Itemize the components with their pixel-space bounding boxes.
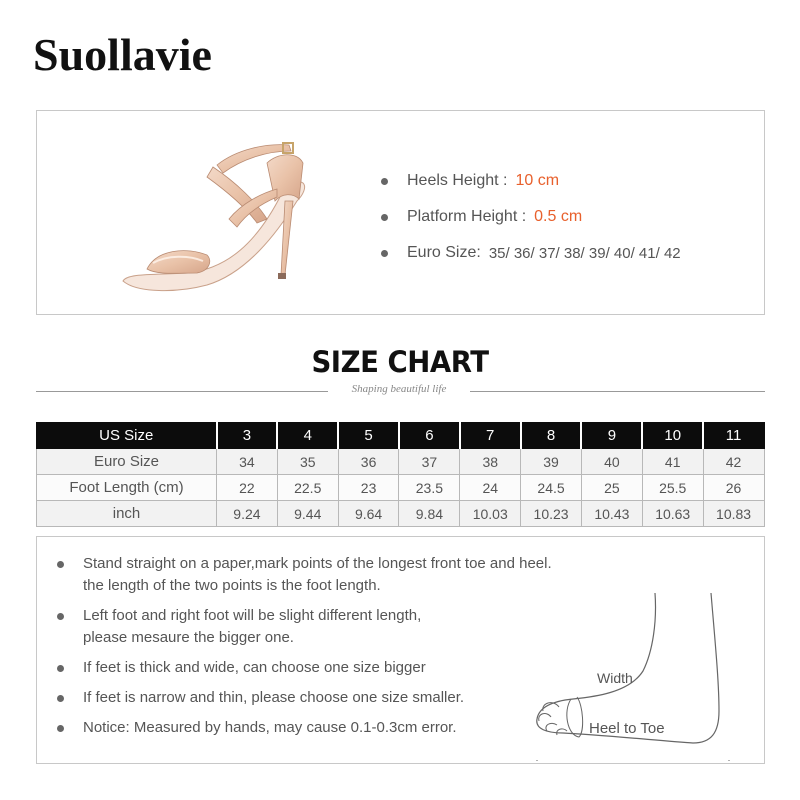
divider-left — [36, 391, 328, 392]
table-cell: 34 — [217, 449, 278, 475]
width-label: Width — [597, 670, 633, 686]
table-cell: 10.83 — [703, 501, 764, 527]
table-cell: Euro Size — [37, 449, 217, 475]
bullet-icon — [57, 613, 64, 620]
table-row — [37, 501, 765, 527]
table-cell: 24 — [460, 475, 521, 501]
table-cell: 25 — [581, 475, 642, 501]
divider-right — [470, 391, 765, 392]
note-item — [57, 553, 552, 597]
note-item — [57, 687, 464, 709]
product-info-panel — [36, 110, 765, 315]
spec-platform-height — [381, 199, 681, 235]
note-line: please mesaure the bigger one. — [83, 629, 294, 646]
table-header-cell: 7 — [460, 423, 521, 449]
table-cell: 39 — [521, 449, 582, 475]
sandal-image — [117, 123, 317, 303]
table-row — [37, 449, 765, 475]
bullet-icon — [57, 695, 64, 702]
table-cell: 35 — [277, 449, 338, 475]
table-cell: 36 — [338, 449, 399, 475]
table-cell: 37 — [399, 449, 460, 475]
note-line: the length of the two points is the foot length. — [83, 577, 381, 594]
table-header-row — [37, 423, 765, 449]
note-item — [57, 717, 457, 739]
table-cell: 42 — [703, 449, 764, 475]
bullet-icon — [381, 214, 388, 221]
table-cell: inch — [37, 501, 217, 527]
table-cell: 41 — [642, 449, 703, 475]
spec-list — [381, 163, 681, 271]
note-item — [57, 657, 426, 679]
table-cell: 22.5 — [277, 475, 338, 501]
table-cell: Foot Length (cm) — [37, 475, 217, 501]
note-line: If feet is thick and wide, can choose one size bigger — [83, 659, 426, 676]
size-table — [36, 422, 765, 527]
bullet-icon — [57, 561, 64, 568]
table-header-cell: 8 — [521, 423, 582, 449]
table-cell: 24.5 — [521, 475, 582, 501]
bullet-icon — [381, 250, 388, 257]
note-line: If feet is narrow and thin, please choose one size smaller. — [83, 689, 465, 706]
note-line: Left foot and right foot will be slight different length, — [83, 607, 422, 624]
table-cell: 38 — [460, 449, 521, 475]
table-cell: 10.23 — [521, 501, 582, 527]
spec-label: Heels Height : — [407, 172, 508, 189]
bullet-icon — [57, 665, 64, 672]
table-cell: 23.5 — [399, 475, 460, 501]
note-item — [57, 605, 421, 649]
table-cell: 9.84 — [399, 501, 460, 527]
table-cell: 9.64 — [338, 501, 399, 527]
spec-euro-size — [381, 235, 681, 271]
spec-value: 10 cm — [515, 172, 560, 189]
table-cell: 9.44 — [277, 501, 338, 527]
table-header-cell: 10 — [642, 423, 703, 449]
table-cell: 9.24 — [217, 501, 278, 527]
spec-label: Platform Height : — [407, 208, 527, 225]
spec-value: 0.5 cm — [534, 208, 583, 225]
bullet-icon — [57, 725, 64, 732]
table-header-cell: 5 — [338, 423, 399, 449]
note-line: Stand straight on a paper,mark points of the longest front toe and heel. — [83, 555, 552, 572]
spec-label: Euro Size: — [407, 244, 481, 261]
note-line: Notice: Measured by hands, may cause 0.1-0.3cm error. — [83, 719, 457, 736]
table-cell: 25.5 — [642, 475, 703, 501]
heel-to-toe-label: Heel to Toe — [589, 720, 665, 737]
measuring-notes-panel — [36, 536, 765, 764]
table-row — [37, 475, 765, 501]
brand-logo: Suollavie — [33, 29, 212, 80]
table-cell: 40 — [581, 449, 642, 475]
bullet-icon — [381, 178, 388, 185]
table-header-cell: 6 — [399, 423, 460, 449]
table-cell: 10.43 — [581, 501, 642, 527]
spec-heel-height — [381, 163, 681, 199]
table-header-cell: 9 — [581, 423, 642, 449]
table-header-cell: 3 — [217, 423, 278, 449]
table-header-cell: 11 — [703, 423, 764, 449]
table-cell: 10.03 — [460, 501, 521, 527]
table-cell: 22 — [217, 475, 278, 501]
table-cell: 23 — [338, 475, 399, 501]
table-cell: 10.63 — [642, 501, 703, 527]
table-header-cell: US Size — [37, 423, 217, 449]
table-cell: 26 — [703, 475, 764, 501]
spec-value: 35/ 36/ 37/ 38/ 39/ 40/ 41/ 42 — [488, 244, 681, 262]
tagline: Shaping beautiful life — [351, 383, 447, 395]
size-chart-title: SIZE CHART — [311, 345, 489, 379]
table-header-cell: 4 — [277, 423, 338, 449]
